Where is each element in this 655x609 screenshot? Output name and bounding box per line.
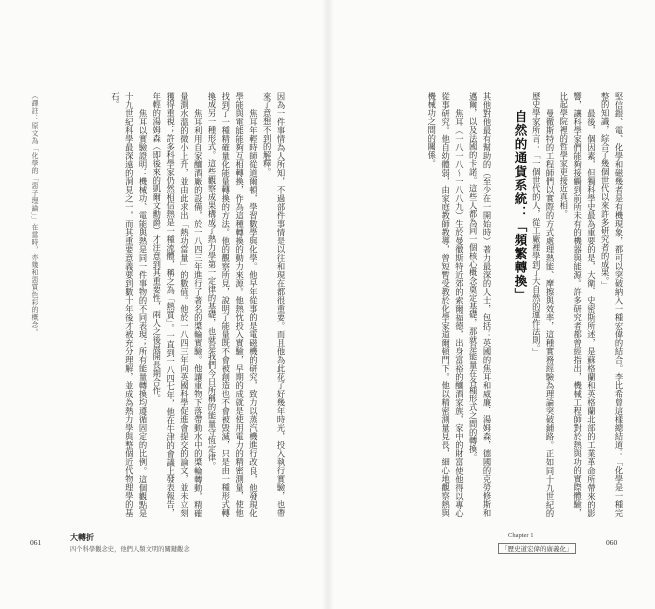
left-paragraph-3: 焦耳利用自家釀酒廠的設備，於一八四三年進行了著名的槳輪實驗。他讓重物下落帶動水中的槳輪轉動，精確量測水溫的微小上升，並由此求出「熱功當量」的數值。他於一八四三年向英國科學促進會提交的論文，並未立刻獲得重視；許多科學家仍然相信熱是一種流體，稱之為「熱質」。一直到一八四七年，他在牛津的會議上發表報告，年輕的湯姆森（即後來的凱爾文勳爵）才注意到其重要性，兩人之後展開長期合作。: [151, 92, 204, 517]
left-page-number: 061: [30, 538, 42, 547]
right-page-body-bottom: [353, 92, 493, 517]
left-paragraph-4: 焦耳以實驗證明：機械功、電能與熱是同一件事物的不同表現；所有能量轉換均遵循固定的比例。這個觀點是十九世紀科學最深遠的洞見之一，而其重要意義要到數十年後才被充分理解，並成為熱力學與整個近代物理學的基石。: [110, 92, 149, 517]
right-paragraph-3: 曼徹斯特的工程師們以實際的方式處理熱能、摩擦與效率，這種實務經驗為理論突破鋪路。正如同十九世紀的歷史學家所言：「一個世代的人，從工廠裡學到了大自然的運作法則。」: [531, 92, 556, 517]
right-paragraph-2: 最後，個因素，但獨科學史最為重要的是，大衛．史密斯所述，是蘇格蘭和英格蘭北部的工業革命所帶來的影響，讓科學家們能夠接觸到前所未有的機器與能源。許多研究者都曾經指出，機械工程師對於熱與功的實際體驗，比起學院裡的哲學家更接近真相。: [558, 92, 597, 517]
margin-note: （譯註：原文為「化學的「惡子理論」」在當時，亦幾和惡質色彩的概念。: [31, 92, 39, 336]
right-page-number: 060: [606, 538, 618, 547]
left-page-body: [42, 92, 287, 517]
chapter-label: Chapter 1: [508, 532, 534, 539]
chapter-name: 「歷史道宏偉的廣義化」: [498, 543, 576, 554]
right-page: [328, 0, 655, 609]
left-page: [0, 0, 327, 609]
left-paragraph-2: 焦耳年輕時師從道爾頓，學習數學與化學。他早年從事的是電磁機的研究，致力以蒸汽機進行改良，他發現化學能與電能能夠互相轉換，作為這種轉換的動力來源。他熱忱投入實驗，早期的成就是使用電力的精密測量，使他找到了一種精確量化能量轉換的方法。他的觀察所見，說明了能量既不會被創造也不會被毀滅，只是由一種形式轉換成另一種形式。這些觀察成果構成了熱力學第一定律的基礎，也就是我們今日所稱的能量守恆定律。: [207, 92, 259, 517]
section-title: 自然的通貨系統：「頻繁轉換」: [513, 110, 528, 302]
right-page-body-top: [527, 92, 625, 517]
book-subtitle: 四个科學觀念史，他們人類文明的關鍵觀念: [70, 546, 190, 553]
right-paragraph-4: 其他對他最有幫助的（至少在一開始時）著力最深的人士，包括：英國的焦耳和威廉．湯姆森，德國的克勞修斯和邁爾，以及法國的卡諾。這些人都為同一個核心概念奠定基礎，那就是能量在各種形式之間的轉換。: [468, 92, 492, 517]
book-title: 大轉折: [70, 532, 94, 542]
right-paragraph-5: 焦耳（一八一八～一八八九）生於曼徹斯特近郊的索爾福德，出身富裕的釀酒家族，家中的財富使他得以專心從事研究。他自幼體弱，由家庭教師教導，曾短暫受教於化學家道爾頓門下。他以精密測量見長，細心地觀察熱與機械功之間的關係。: [426, 92, 465, 517]
right-paragraph-1: 堅信銀、電、化學和磁幾者是有機現象，都可以突破納入一種宏偉的結合。李比希曾這樣總結道：「化學是一種完整的知識，綜合了幾個世代以來許多研究者的成果。」: [600, 92, 624, 517]
left-paragraph-1: 因為一件事情為人所知，不過部件事情是以往和現在都很重要。而且他為此花了好幾年時光，投入執行實驗，也帶來了意想不到的解釋。: [262, 92, 286, 517]
